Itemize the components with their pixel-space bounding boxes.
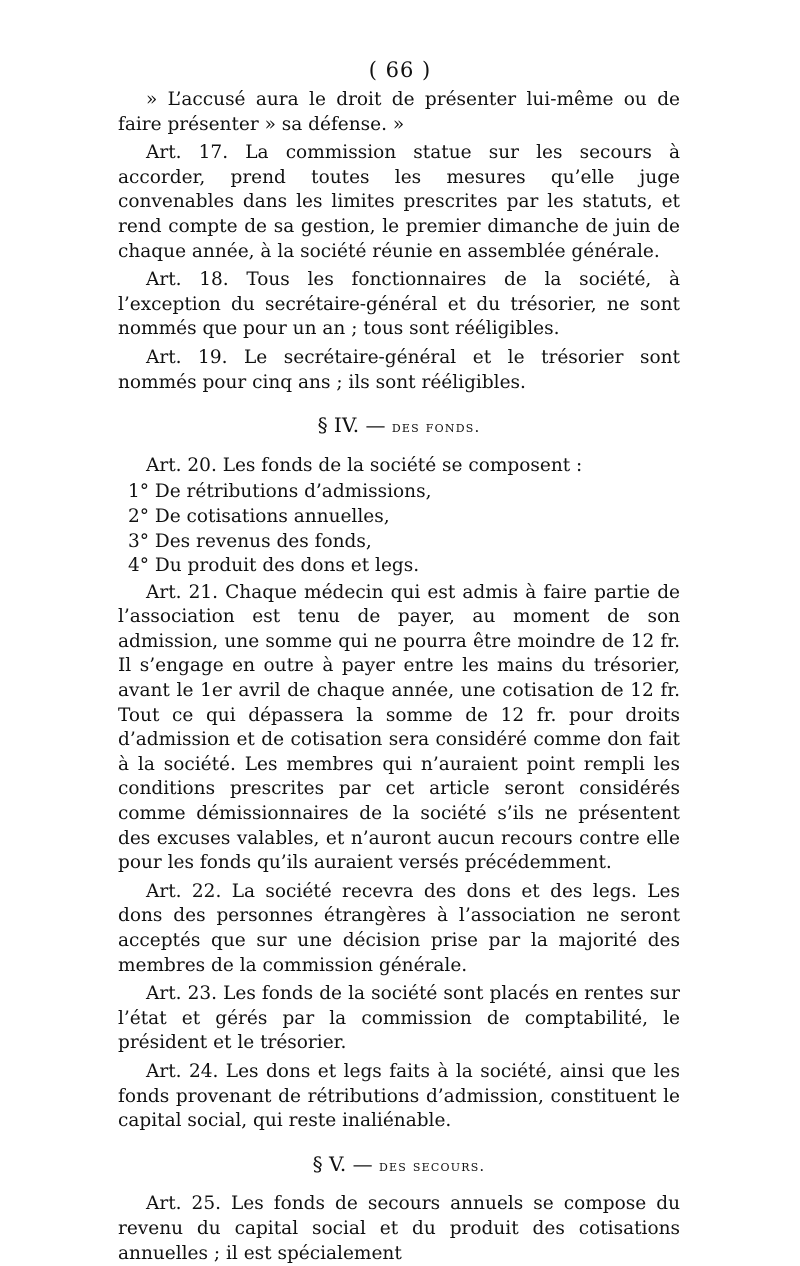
article-21: Art. 21. Chaque médecin qui est admis à faire partie de l’association est tenu de payer, au moment de son admission, une somme qui ne pourra être moindre de 12 fr. Il s’engage en outre à payer entre les mains du trésorier, avant le 1er avril de chaque année, une cotisation de 12 fr. Tout ce qui dépassera la somme de 12 fr. pour droits d’admission et de cotisation sera considéré comme don fait à la société. Les membres qui n’auraient point rempli les conditions prescrites par cet article seront considérés comme démissionnaires de la société s’ils ne présentent des excuses valables, et n’auront aucun recours contre elle pour les fonds qu’ils auraient versés précédemment. [118, 581, 680, 874]
section-title: des secours. [378, 1156, 486, 1175]
article-22: Art. 22. La société recevra des dons et des legs. Les dons des personnes étrangères à l’association ne seront acceptés que sur une décision prise par la majorité des membres de la commission générale. [118, 880, 680, 976]
article-17: Art. 17. La commission statue sur les secours à accorder, prend toutes les mesures qu’elle juge convenables dans les limites prescrites par les statuts, et rend compte de sa gestion, le premier dimanche de juin de chaque année, à la société réunie en assemblée générale. [118, 142, 680, 262]
article-19: Art. 19. Le secrétaire-général et le trésorier sont nommés pour cinq ans ; ils sont rééligibles. [118, 346, 680, 393]
article-25: Art. 25. Les fonds de secours annuels se compose du revenu du capital social et du produit des cotisations annuelles ; il est spécialement [118, 1193, 680, 1264]
section-mark: § IV. — [317, 413, 386, 438]
section-mark: § V. — [312, 1151, 373, 1176]
page-number: ( 66 ) [368, 58, 432, 82]
article-23: Art. 23. Les fonds de la société sont placés en rentes sur l’état et gérés par la commission de comptabilité, le président et le trésorier. [118, 983, 680, 1054]
list-item: 2° De cotisations annuelles, [128, 505, 390, 527]
section-heading-iv [118, 413, 680, 440]
list-item: 4° Du produit des dons et legs. [128, 555, 420, 577]
section-heading-v [118, 1152, 680, 1179]
article-18: Art. 18. Tous les fonctionnaires de la société, à l’exception du secrétaire-général et du trésorier, ne sont nommés que pour un an ; tous sont rééligibles. [118, 269, 680, 340]
page-body [118, 88, 680, 1266]
paragraph-quote: » L’accusé aura le droit de présenter lui-même ou de faire présenter » sa défense. » [118, 89, 680, 135]
section-title: des fonds. [391, 418, 481, 437]
article-24: Art. 24. Les dons et legs faits à la société, ainsi que les fonds provenant de rétributions d’admission, constituent le capital social, qui reste inaliénable. [118, 1060, 680, 1132]
list-item: 1° De rétributions d’admissions, [128, 481, 432, 503]
list-item: 3° Des revenus des fonds, [128, 530, 372, 552]
article-20: Art. 20. Les fonds de la société se composent : [146, 454, 583, 476]
fund-sources-list [118, 480, 680, 578]
